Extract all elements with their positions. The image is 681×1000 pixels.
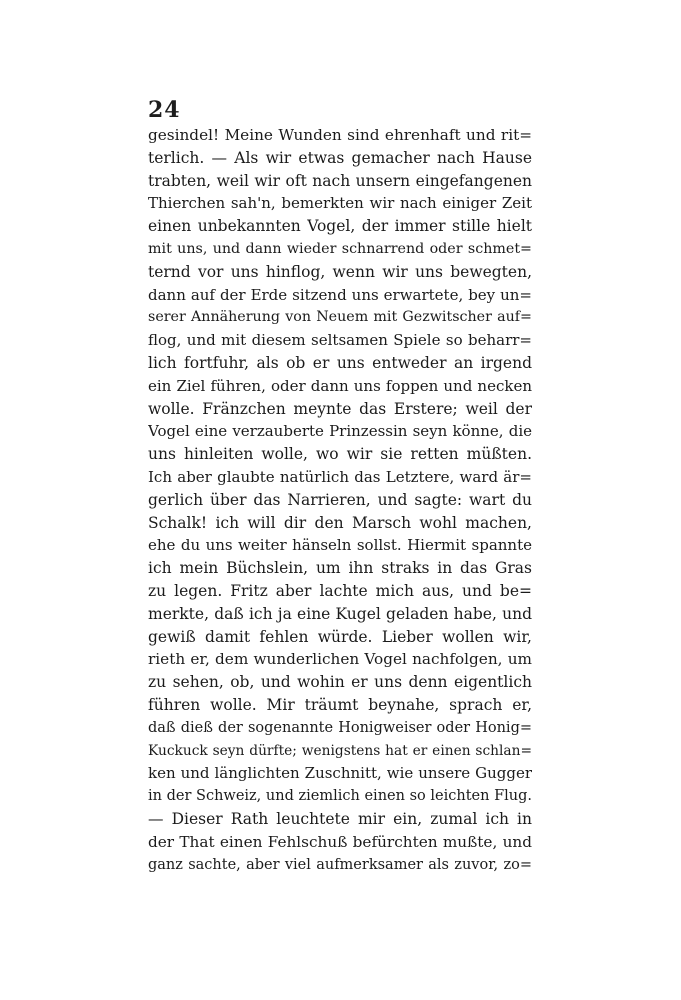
text-line: serer Annäherung von Neuem mit Gezwitscher auf= (148, 309, 532, 326)
body-text (148, 124, 532, 876)
text-line: daß dieß der sogenannte Honigweiser oder Honig= (148, 719, 532, 736)
text-line: gewiß damit fehlen würde. Lieber wollen wir, (148, 627, 532, 646)
text-line: zu sehen, ob, und wohin er uns denn eigentlich (148, 673, 532, 692)
text-line: mit uns, und dann wieder schnarrend oder schmet= (148, 240, 532, 257)
text-line: führen wolle. Mir träumt beynahe, sprach er, (148, 695, 532, 714)
text-line: Vogel eine verzauberte Prinzessin seyn könne, die (148, 422, 532, 441)
text-line: zu legen. Fritz aber lachte mich aus, und be= (148, 581, 532, 600)
text-line: wolle. Fränzchen meynte das Erstere; weil der (148, 399, 532, 418)
text-line: der That einen Fehlschuß befürchten mußte, und (148, 832, 532, 851)
text-line: dann auf der Erde sitzend uns erwartete, bey un= (148, 285, 532, 304)
text-line: trabten, weil wir oft nach unsern eingefangenen (148, 171, 532, 190)
text-line: merkte, daß ich ja eine Kugel geladen habe, und (148, 604, 532, 623)
text-line: ehe du uns weiter hänseln sollst. Hiermit spannte (148, 536, 532, 555)
text-line: Ich aber glaubte natürlich das Letztere, ward är= (148, 467, 532, 486)
text-line: ken und länglichten Zuschnitt, wie unsere Gugger (148, 764, 532, 783)
text-line: Thierchen sah'n, bemerkten wir nach einiger Zeit (148, 194, 532, 213)
text-line: ich mein Büchslein, um ihn straks in das Gras (148, 559, 532, 578)
text-line: rieth er, dem wunderlichen Vogel nachfolgen, um (148, 650, 532, 669)
text-line: ternd vor uns hinflog, wenn wir uns bewegten, (148, 262, 532, 281)
text-line: flog, und mit diesem seltsamen Spiele so beharr= (148, 331, 532, 350)
page-number: 24 (148, 97, 181, 123)
text-line: lich fortfuhr, als ob er uns entweder an irgend (148, 353, 532, 372)
text-line: gesindel! Meine Wunden sind ehrenhaft und rit= (148, 126, 532, 144)
text-line: Kuckuck seyn dürfte; wenigstens hat er einen schlan= (148, 742, 532, 759)
text-line: ein Ziel führen, oder dann uns foppen und necken (148, 376, 532, 395)
text-line: in der Schweiz, und ziemlich einen so leichten Flug. (148, 788, 532, 805)
text-line: ganz sachte, aber viel aufmerksamer als zuvor, zo= (148, 856, 532, 873)
text-line: gerlich über das Narrieren, und sagte: wart du (148, 490, 532, 509)
text-line: einen unbekannten Vogel, der immer stille hielt (148, 217, 532, 236)
text-line: — Dieser Rath leuchtete mir ein, zumal ich in (148, 809, 532, 828)
text-line: uns hinleiten wolle, wo wir sie retten müßten. (148, 445, 532, 464)
text-line: Schalk! ich will dir den Marsch wohl machen, (148, 513, 532, 532)
text-line: terlich. — Als wir etwas gemacher nach Hause (148, 148, 532, 167)
